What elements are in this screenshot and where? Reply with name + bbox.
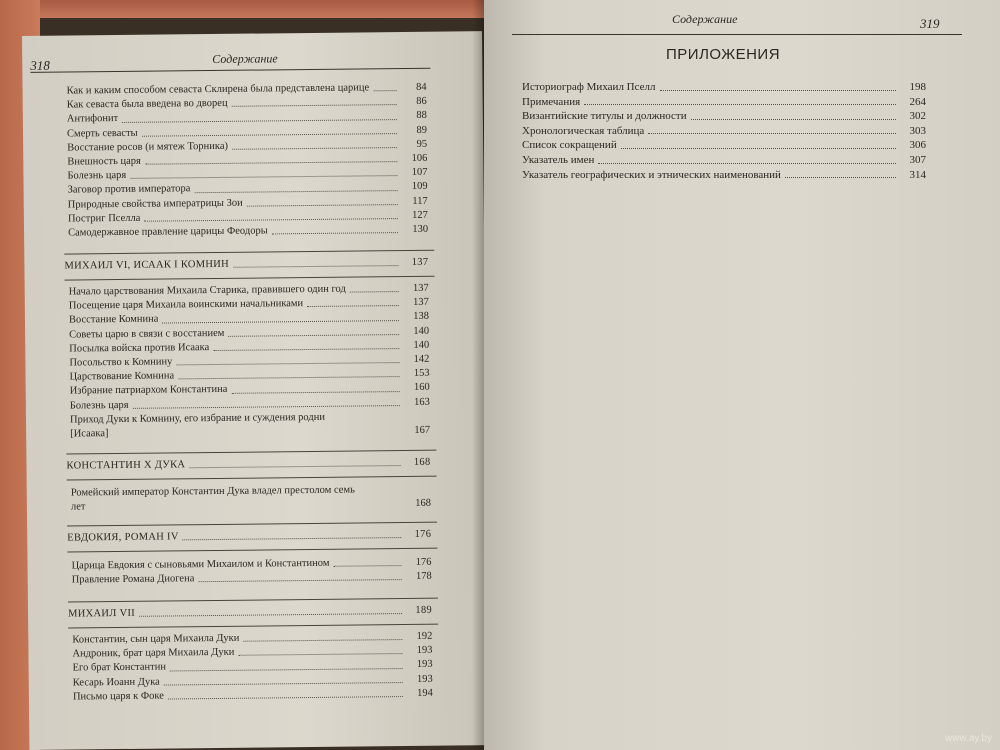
running-head-left: Содержание	[212, 51, 278, 67]
toc-entry: Начало царствования Михаила Старика, правившего один год 137	[68, 282, 429, 298]
toc-entry: Список сокращений 306	[522, 139, 926, 152]
toc-entry: Правление Романа Диогена 178	[71, 570, 432, 586]
appendix-heading: ПРИЛОЖЕНИЯ	[666, 46, 781, 63]
toc-entry: Историограф Михаил Пселл 198	[522, 81, 926, 93]
toc-entry: Его брат Константин 193	[72, 659, 433, 674]
toc-entry: лет 168	[70, 497, 431, 513]
section-heading-mikhail-vii: МИХАИЛ VII 189	[67, 604, 433, 620]
toc-entry: [Исаака] 167	[70, 424, 431, 440]
toc-entry: Заговор против императора 109	[67, 181, 428, 196]
header-rule-left	[30, 68, 430, 73]
toc-entry: Хронологическая таблица 303	[522, 124, 926, 137]
section-divider	[66, 450, 436, 455]
toc-group-3	[71, 483, 431, 515]
section-divider	[67, 522, 437, 527]
section-heading-konstantin-x: КОНСТАНТИН X ДУКА 168	[66, 456, 431, 472]
toc-entry: Самодержавное правление царицы Феодоры 130	[68, 223, 429, 239]
section-heading-mikhail-vi: МИХАИЛ VI, ИСААК I КОМНИН 137	[64, 256, 429, 272]
toc-entry: Приход Дуки к Комнину, его избрание и суждения родни	[69, 411, 325, 426]
section-heading-evdokia: ЕВДОКИЯ, РОМАН IV 176	[67, 528, 432, 544]
toc-entry: Андроник, брат царя Михаила Дуки 193	[72, 644, 433, 660]
toc-entry: Письмо царя к Фоке 194	[72, 687, 433, 703]
toc-entry: Царица Евдокия с сыновьями Михаилом и Константином 176	[71, 556, 432, 572]
toc-group-2	[69, 282, 431, 442]
toc-entry: Восстание росов (и мятеж Торника) 95	[67, 138, 428, 154]
running-head-right: Содержание	[672, 12, 738, 26]
toc-entry: Советы царю в связи с восстанием 140	[69, 325, 430, 341]
toc-entry: Посольство к Комнину 142	[69, 353, 430, 369]
toc-entry: Как севаста была введена во дворец 86	[66, 95, 427, 111]
toc-entry: Постриг Пселла 127	[67, 209, 428, 225]
toc-entry: Восстание Комнина 138	[68, 311, 430, 326]
header-rule-right	[512, 34, 962, 35]
watermark: www.ay.by	[944, 733, 992, 744]
toc-entry: Указатель имен 307	[522, 153, 926, 166]
right-page	[484, 0, 1000, 750]
page-number-right: 319	[920, 16, 940, 31]
section-divider	[68, 624, 438, 629]
toc-entry: Болезнь царя 163	[69, 396, 430, 412]
toc-entry: Примечания 264	[522, 95, 926, 108]
toc-group-4	[71, 556, 431, 588]
toc-entry: Внешность царя 106	[67, 152, 428, 168]
toc-entry: Византийские титулы и должности 302	[522, 110, 926, 123]
section-divider	[68, 598, 438, 603]
section-divider	[65, 276, 435, 281]
toc-entry: Царствование Комнина 153	[69, 367, 430, 383]
toc-group-5	[72, 630, 433, 705]
toc-entry: Кесарь Иоанн Дука 193	[72, 673, 433, 689]
toc-entry: Смерть севасты 89	[66, 124, 428, 140]
section-divider	[67, 548, 437, 553]
toc-entry: Ромейский император Константин Дука владел престолом семь	[70, 484, 355, 499]
appendix-list	[522, 80, 926, 182]
toc-entry: Указатель географических и этнических наименований 314	[522, 168, 926, 181]
toc-entry: Посылка войска против Исаака 140	[69, 339, 430, 355]
toc-group-1	[67, 81, 429, 241]
section-divider	[64, 250, 434, 255]
section-divider	[67, 476, 437, 481]
toc-entry: Избрание патриархом Константина 160	[69, 382, 430, 397]
toc-entry: Болезнь царя 107	[67, 166, 428, 182]
toc-entry: Природные свойства императрицы Зои 117	[67, 195, 428, 211]
toc-entry: Как и каким способом севаста Склирена была представлена царице 84	[66, 81, 427, 97]
left-page	[22, 31, 489, 750]
toc-entry: Константин, сын царя Михаила Дуки 192	[72, 630, 433, 646]
toc-entry: Посещение царя Михаила воинскими начальниками 137	[68, 296, 429, 312]
page-number-left: 318	[30, 57, 50, 73]
toc-entry: Антифонит 88	[66, 110, 427, 125]
